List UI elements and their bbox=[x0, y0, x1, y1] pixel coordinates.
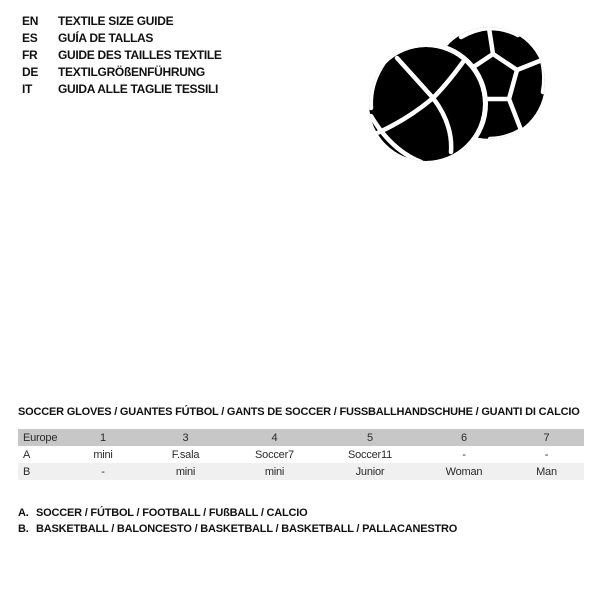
language-row-de bbox=[22, 64, 222, 81]
footnote-text: SOCCER / FÚTBOL / FOOTBALL / FUßBALL / CALCIO bbox=[36, 507, 308, 519]
language-label: GUÍA DE TALLAS bbox=[58, 31, 154, 45]
header-cell-size: 6 bbox=[461, 431, 467, 444]
table-cell: mini bbox=[93, 448, 113, 461]
table-row-b bbox=[18, 463, 584, 480]
language-list bbox=[22, 13, 222, 98]
footnote-a bbox=[18, 505, 457, 521]
table-cell: Junior bbox=[355, 465, 385, 478]
table-cell: Soccer7 bbox=[255, 448, 294, 461]
row-label: A bbox=[23, 448, 31, 461]
header-cell-size: 7 bbox=[543, 431, 550, 444]
size-table-title: SOCCER GLOVES / GUANTES FÚTBOL / GANTS DE SOCCER / FUSSBALLHANDSCHUHE / GUANTI DI CALCIO bbox=[18, 406, 580, 418]
table-cell: - bbox=[101, 465, 105, 478]
header-cell-size: 4 bbox=[271, 431, 278, 444]
header-cell-size: 3 bbox=[182, 431, 189, 444]
language-row-fr bbox=[22, 47, 222, 64]
table-cell: - bbox=[462, 448, 466, 461]
header-cell-size: 5 bbox=[367, 431, 373, 444]
footnote-label: A. bbox=[18, 507, 29, 519]
footnote-label: B. bbox=[18, 523, 29, 535]
size-table-header-row bbox=[18, 429, 584, 446]
table-cell: mini bbox=[264, 465, 285, 478]
language-label: GUIDA ALLE TAGLIE TESSILI bbox=[58, 82, 219, 96]
language-code: IT bbox=[22, 82, 33, 96]
size-table bbox=[18, 429, 584, 480]
table-cell: - bbox=[544, 448, 549, 461]
table-row-a bbox=[18, 446, 584, 463]
header-cell-size: 1 bbox=[100, 431, 106, 444]
table-cell: Man bbox=[536, 465, 557, 478]
language-code: ES bbox=[22, 31, 38, 45]
language-label: TEXTILE SIZE GUIDE bbox=[58, 14, 174, 28]
language-row-it bbox=[22, 81, 222, 98]
header-cell-region: Europe bbox=[23, 431, 58, 444]
table-cell: Soccer11 bbox=[347, 448, 393, 461]
language-label: GUIDE DES TAILLES TEXTILE bbox=[58, 48, 222, 62]
language-label: TEXTILGRÖßENFÜHRUNG bbox=[58, 65, 205, 79]
language-code: DE bbox=[22, 65, 39, 79]
table-cell: F.sala bbox=[171, 448, 200, 461]
basketball-and-soccer-ball-icon bbox=[363, 12, 559, 172]
row-label: B bbox=[23, 465, 31, 478]
language-row-es bbox=[22, 30, 222, 47]
language-row-en bbox=[22, 13, 222, 30]
footnote-text: BASKETBALL / BALONCESTO / BASKETBALL / BASKETBALL / PALLACANESTRO bbox=[36, 523, 458, 535]
table-cell: Woman bbox=[445, 465, 483, 478]
language-code: FR bbox=[22, 48, 38, 62]
table-cell: mini bbox=[175, 465, 196, 478]
footnotes bbox=[18, 505, 457, 537]
footnote-b bbox=[18, 521, 457, 537]
language-code: EN bbox=[22, 14, 39, 28]
